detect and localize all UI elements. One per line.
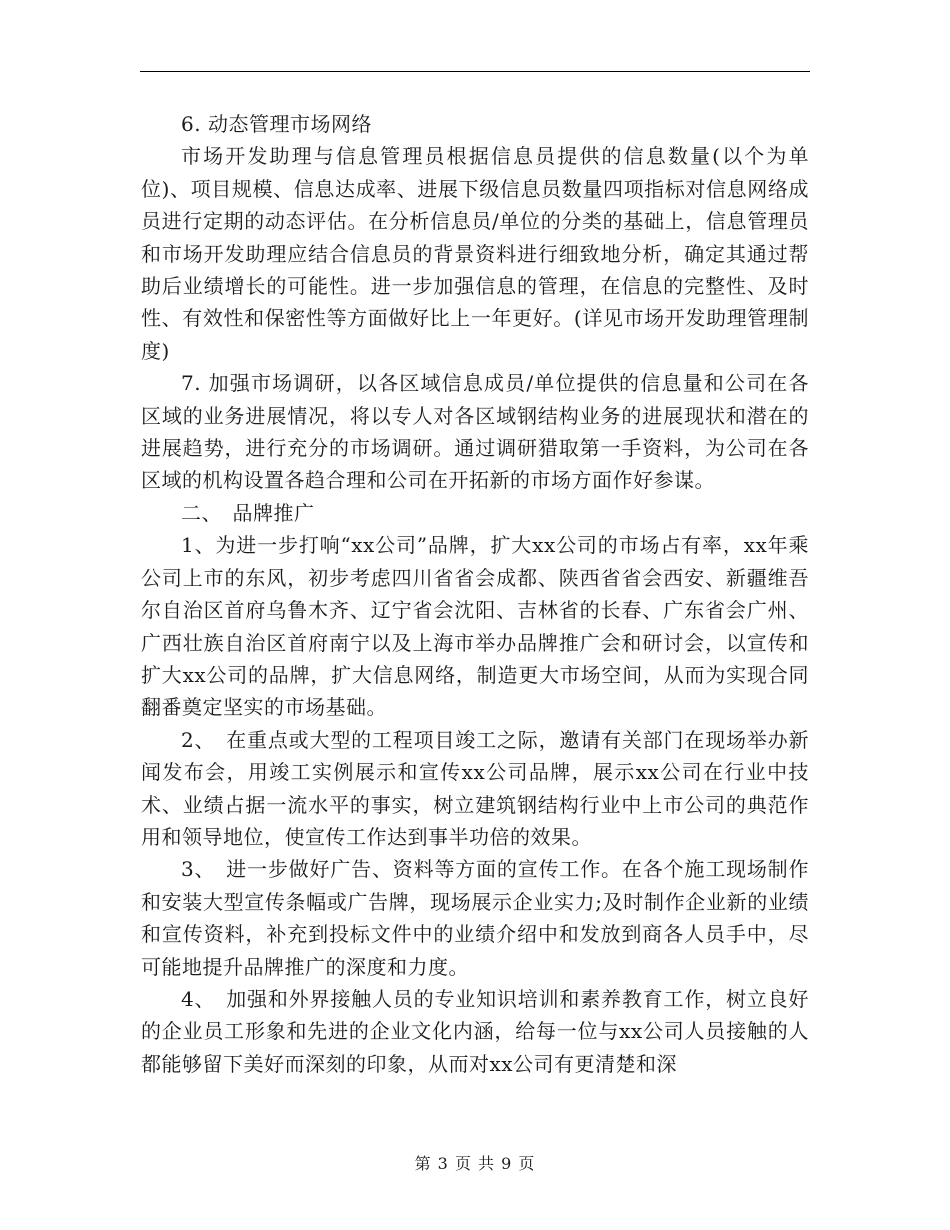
header-rule (140, 71, 810, 72)
paragraph-brand-launch-events: 1、为进一步打响“xx公司”品牌，扩大xx公司的市场占有率，xx年乘公司上市的东风，初步考虑四川省省会成都、陕西省省会西安、新疆维吾尔自治区首府乌鲁木齐、辽宁省会沈阳、吉林省的长春、广东省会广州、广西壮族自治区首府南宁以及上海市举办品牌推广会和研讨会，以宣传和扩大xx公司的品牌，扩大信息网络，制造更大市场空间，从而为实现合同翻番奠定坚实的市场基础。 (141, 533, 809, 720)
paragraph-advertising: 3、 进一步做好广告、资料等方面的宣传工作。在各个施工现场制作和安装大型宣传条幅或广告牌，现场展示企业实力;及时制作企业新的业绩和宣传资料，补充到投标文件中的业绩介绍中和发放到商各人员手中，尽可能地提升品牌推广的深度和力度。 (141, 857, 809, 979)
paragraph-staff-training: 4、 加强和外界接触人员的专业知识培训和素养教育工作，树立良好的企业员工形象和先进的企业文化内涵，给每一位与xx公司人员接触的人都能够留下美好而深刻的印象，从而对xx公司有更清楚和深 (141, 986, 809, 1076)
section-heading-brand-promotion: 二、 品牌推广 (181, 500, 315, 525)
footer-middle: 页 共 (454, 1154, 496, 1173)
section-heading-dynamic-management: 6. 动态管理市场网络 (181, 112, 372, 136)
paragraph-press-conference: 2、 在重点或大型的工程项目竣工之际，邀请有关部门在现场举办新闻发布会，用竣工实例展示和宣传xx公司品牌，展示xx公司在行业中技术、业绩占据一流水平的事实，树立建筑钢结构行业中上市公司的典范作用和领导地位，使宣传工作达到事半功倍的效果。 (141, 727, 809, 849)
paragraph-market-research: 7. 加强市场调研，以各区域信息成员/单位提供的信息量和公司在各区域的业务进展情况，将以专人对各区域钢结构业务的进展现状和潜在的进展趋势，进行充分的市场调研。通过调研猎取第一手资料，为公司在各区域的机构设置各趋合理和公司在开拓新的市场方面作好参谋。 (141, 371, 809, 493)
footer-suffix: 页 (518, 1154, 536, 1173)
footer-prefix: 第 (414, 1154, 432, 1173)
page-footer (0, 1154, 950, 1174)
footer-current-page: 3 (437, 1154, 449, 1173)
document-body (141, 108, 809, 1080)
footer-total-pages: 9 (501, 1154, 513, 1173)
paragraph-info-network-evaluation: 市场开发助理与信息管理员根据信息员提供的信息数量(以个为单位)、项目规模、信息达成率、进展下级信息员数量四项指标对信息网络成员进行定期的动态评估。在分析信息员/单位的分类的基础上，信息管理员和市场开发助理应结合信息员的背景资料进行细致地分析，确定其通过帮助后业绩增长的可能性。进一步加强信息的管理，在信息的完整性、及时性、有效性和保密性等方面做好比上一年更好。(详见市场开发助理管理制度) (141, 144, 809, 363)
